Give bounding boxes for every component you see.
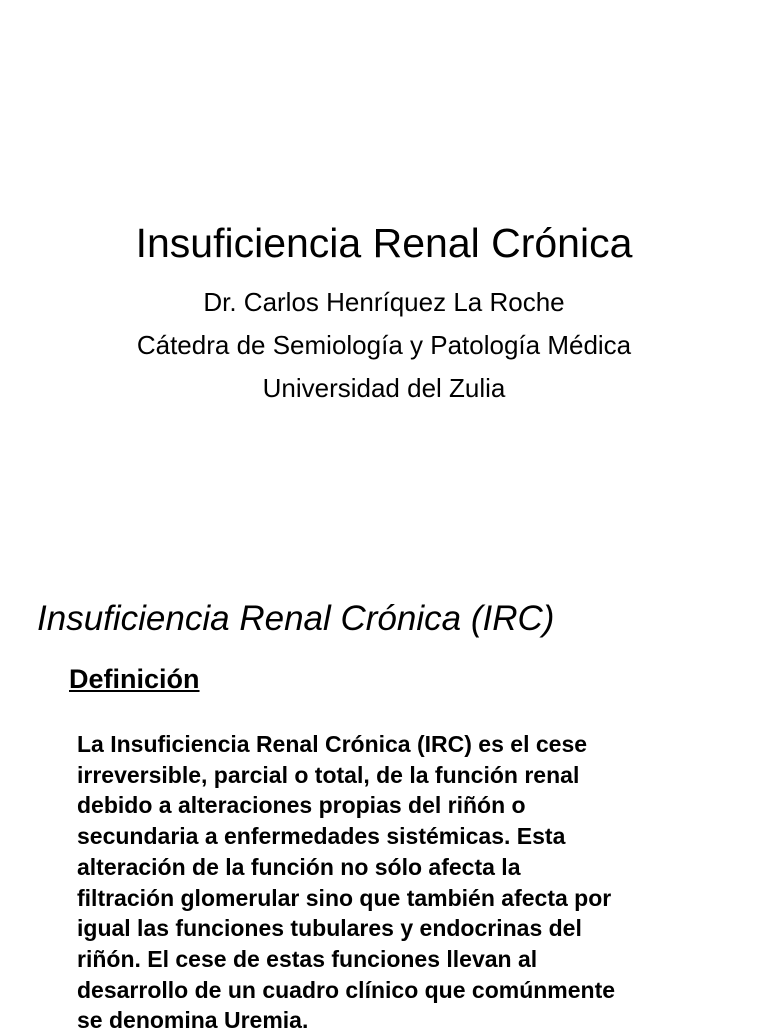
paragraph-line: La Insuficiencia Renal Crónica (IRC) es el cese (77, 731, 588, 757)
definition-heading: Definición (69, 664, 200, 694)
paragraph-line: irreversible, parcial o total, de la función renal (77, 761, 580, 788)
paragraph-line: se denomina Uremia. (77, 1007, 309, 1034)
presentation-title: Insuficiencia Renal Crónica (135, 220, 633, 266)
author-name: Dr. Carlos Henríquez La Roche (203, 287, 565, 317)
paragraph-line: filtración glomerular sino que también afecta por (77, 884, 612, 911)
institution-name: Universidad del Zulia (262, 373, 506, 403)
department-name: Cátedra de Semiología y Patología Médica (136, 330, 632, 360)
definition-paragraph (77, 729, 717, 1036)
slide-title: Insuficiencia Renal Crónica (IRC) (37, 599, 555, 638)
paragraph-line: debido a alteraciones propias del riñón o (77, 792, 526, 819)
paragraph-line: riñón. El cese de estas funciones llevan al (77, 945, 538, 972)
paragraph-line: desarrollo de un cuadro clínico que comúnmente (77, 976, 616, 1003)
subtitle-block (0, 281, 768, 410)
paragraph-line: igual las funciones tubulares y endocrinas del (77, 915, 582, 942)
paragraph-line: alteración de la función no sólo afecta la (77, 853, 521, 880)
paragraph-line: secundaria a enfermedades sistémicas. Esta (77, 823, 566, 850)
